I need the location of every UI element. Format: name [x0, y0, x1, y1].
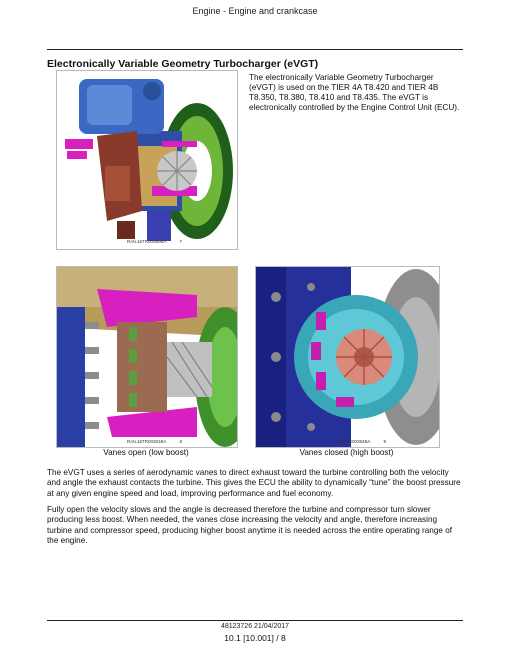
figure-8-caption: Vanes open (low boost) [103, 448, 189, 457]
vanes-closed-illustration [256, 267, 439, 447]
figure-9-ref: RAIL15TR00384BA [331, 439, 371, 444]
figure-7-number: 7 [179, 239, 183, 244]
figure-vanes-open [56, 266, 238, 448]
footer-document-code: 48123726 21/04/2017 [220, 623, 290, 630]
figure-8-number: 8 [179, 439, 183, 444]
body-paragraph-2: Fully open the velocity slows and the angle is decreased therefore the turbine and compressor turn slower producing less boost. When needed, the vanes close increasing the velocity and angle, therefore increasing turbine and compressor speed, producing higher boost anytime it is needed across the entire operating range of the engine. [47, 505, 453, 545]
body-paragraph-1: The eVGT uses a series of aerodynamic vanes to direct exhaust toward the turbine controlling both the velocity and angle the exhaust contacts the turbine. This gives the ECU the ability to dynamically “tune” the boost pressure at any given engine speed and load, improving performance and fuel economy. [47, 468, 461, 498]
figure-7-ref: RAIL15TR00380BA [127, 239, 167, 244]
intro-paragraph: The electronically Variable Geometry Turbocharger (eVGT) is used on the TIER 4A T8.420 and TIER 4B T8.350, T8.380, T8.410 and T8.435. The eVGT is electronically controlled by the Engine Control Unit (ECU). [249, 73, 460, 112]
figure-turbocharger-overview [56, 70, 238, 250]
turbocharger-illustration [57, 71, 237, 249]
section-title: Electronically Variable Geometry Turbocharger (eVGT) [47, 58, 319, 70]
vanes-open-illustration [57, 267, 237, 447]
figure-9-caption: Vanes closed (high boost) [299, 448, 394, 457]
page-header: Engine - Engine and crankcase [192, 6, 318, 16]
figure-9-number: 9 [383, 439, 387, 444]
figure-vanes-closed [255, 266, 440, 448]
footer-page-number: 10.1 [10.001] / 8 [224, 633, 286, 643]
header-rule [47, 49, 463, 50]
figure-8-ref: RAIL15TR00381BA [127, 439, 167, 444]
footer-rule [47, 620, 463, 621]
